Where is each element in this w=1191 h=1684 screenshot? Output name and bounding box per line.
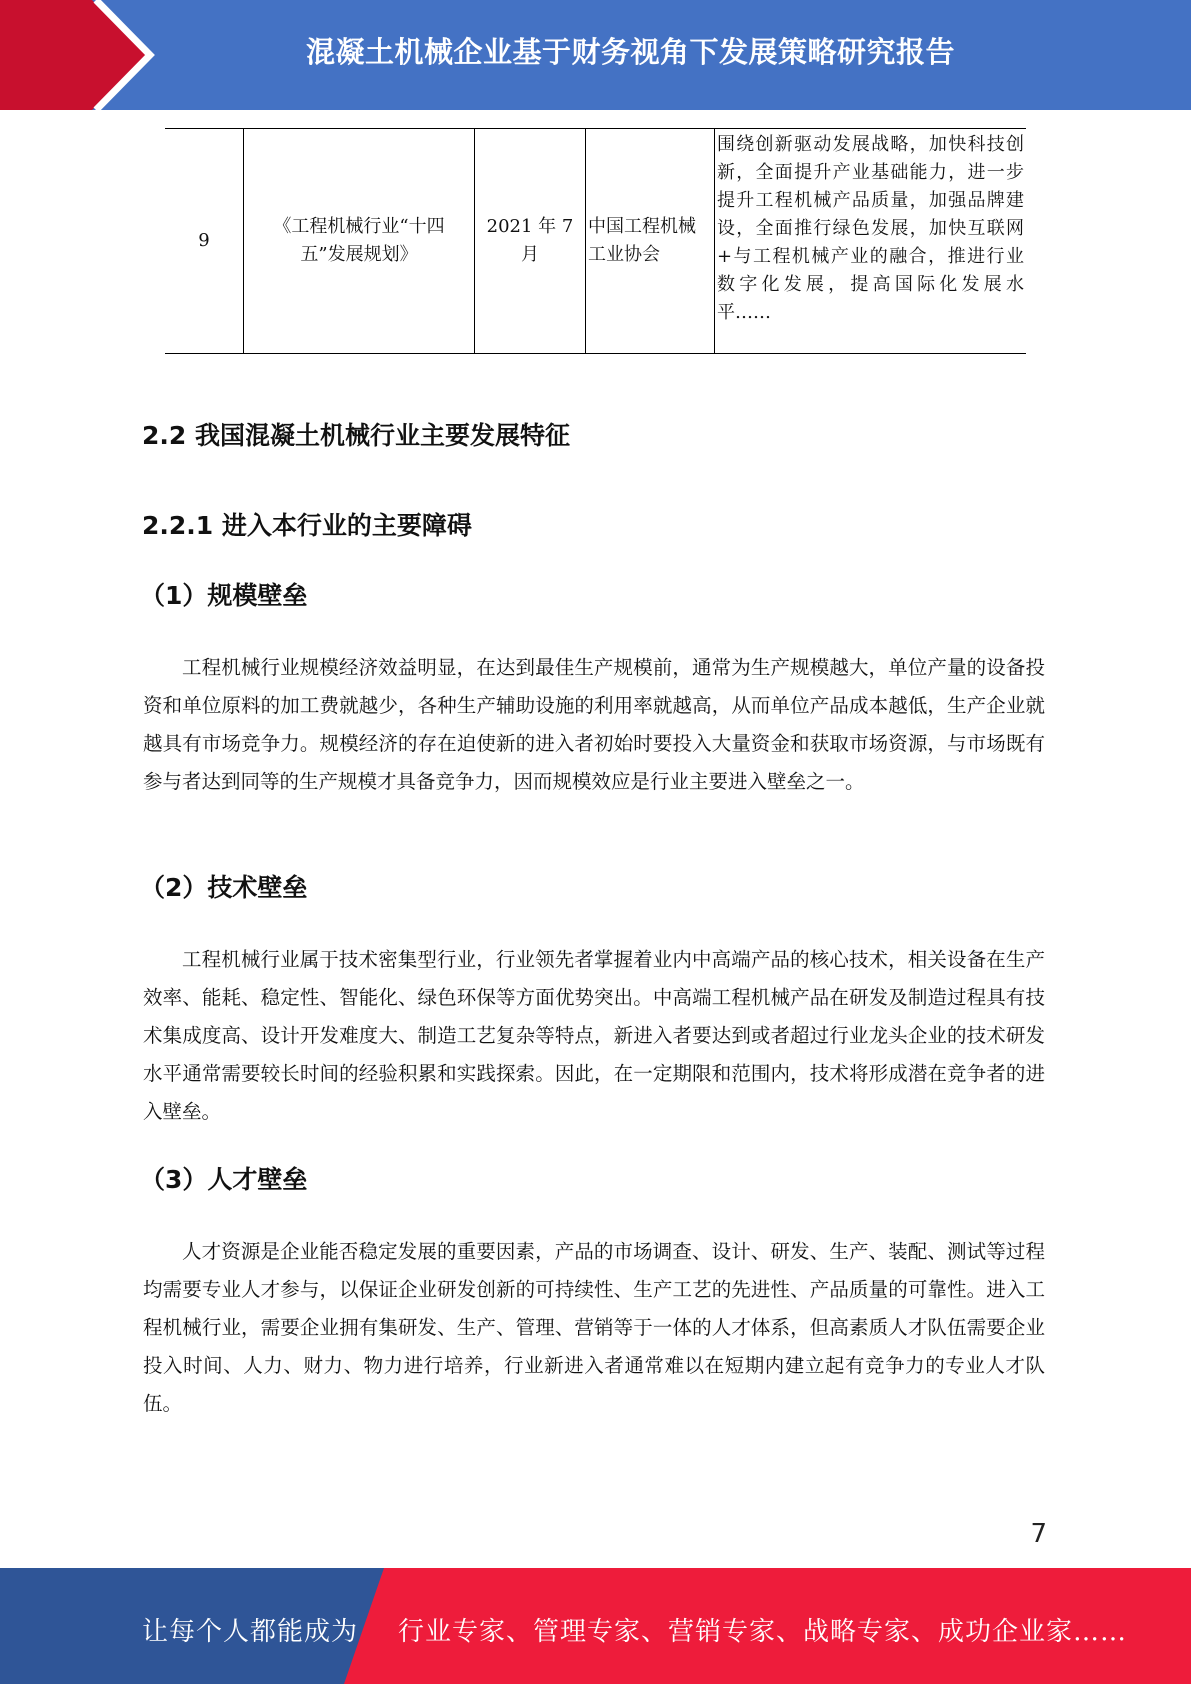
barrier-text-talent: 人才资源是企业能否稳定发展的重要因素，产品的市场调查、设计、研发、生产、装配、测试等过程均需要专业人才参与，以保证企业研发创新的可持续性、生产工艺的先进性、产品质量的可靠性。进入工程机械行业，需要企业拥有集研发、生产、管理、营销等于一体的人才体系，但高素质人才队伍需要企业投入时间、人力、财力、物力进行培养，行业新进入者通常难以在短期内建立起有竞争力的专业人才队伍。	[143, 1240, 1045, 1415]
barrier-title-scale: （1）规模壁垒	[140, 581, 308, 610]
policy-description: 围绕创新驱动发展战略，加快科技创 新，全面提升产业基础能力，进一步 提升工程机械产品质量，加强品牌建 设，全面推行绿色发展，加快互联网 +与工程机械产业的融合，推进行业 数字化发展，提高国际化发展水 平……	[715, 129, 1027, 354]
footer-slogan-right: 行业专家、管理专家、营销专家、战略专家、成功企业家……	[398, 1617, 1128, 1647]
barrier-title-talent: （3）人才壁垒	[140, 1165, 308, 1194]
row-number: 9	[165, 129, 244, 354]
barrier-text-scale: 工程机械行业规模经济效益明显，在达到最佳生产规模前，通常为生产规模越大，单位产量的设备投资和单位原料的加工费就越少，各种生产辅助设施的利用率就越高，从而单位产品成本越低，生产企业就越具有市场竞争力。规模经济的存在迫使新的进入者初始时要投入大量资金和获取市场资源，与市场既有参与者达到同等的生产规模才具备竞争力，因而规模效应是行业主要进入壁垒之一。	[143, 656, 1045, 793]
subsection-heading: 2.2.1 进入本行业的主要障碍	[142, 511, 472, 540]
policy-organization: 中国工程机械工业协会	[586, 129, 715, 354]
barrier-text-technology: 工程机械行业属于技术密集型行业，行业领先者掌握着业内中高端产品的核心技术，相关设备在生产效率、能耗、稳定性、智能化、绿色环保等方面优势突出。中高端工程机械产品在研发及制造过程具有技术集成度高、设计开发难度大、制造工艺复杂等特点，新进入者要达到或者超过行业龙头企业的技术研发水平通常需要较长时间的经验积累和实践探索。因此，在一定期限和范围内，技术将形成潜在竞争者的进入壁垒。	[143, 948, 1045, 1123]
policy-date: 2021 年 7 月	[475, 129, 586, 354]
header-red-arrow	[0, 0, 148, 110]
page-footer	[0, 1568, 1191, 1684]
policy-name: 《工程机械行业“十四五”发展规划》	[244, 129, 475, 354]
document-title: 混凝土机械企业基于财务视角下发展策略研究报告	[305, 35, 955, 69]
table-row	[165, 129, 1026, 354]
policy-table	[165, 128, 1026, 354]
page-header	[0, 0, 1191, 110]
barrier-title-technology: （2）技术壁垒	[140, 873, 308, 902]
page-number: 7	[1030, 1519, 1047, 1549]
section-heading: 2.2 我国混凝土机械行业主要发展特征	[142, 421, 570, 450]
footer-slogan-left: 让每个人都能成为	[142, 1617, 359, 1647]
